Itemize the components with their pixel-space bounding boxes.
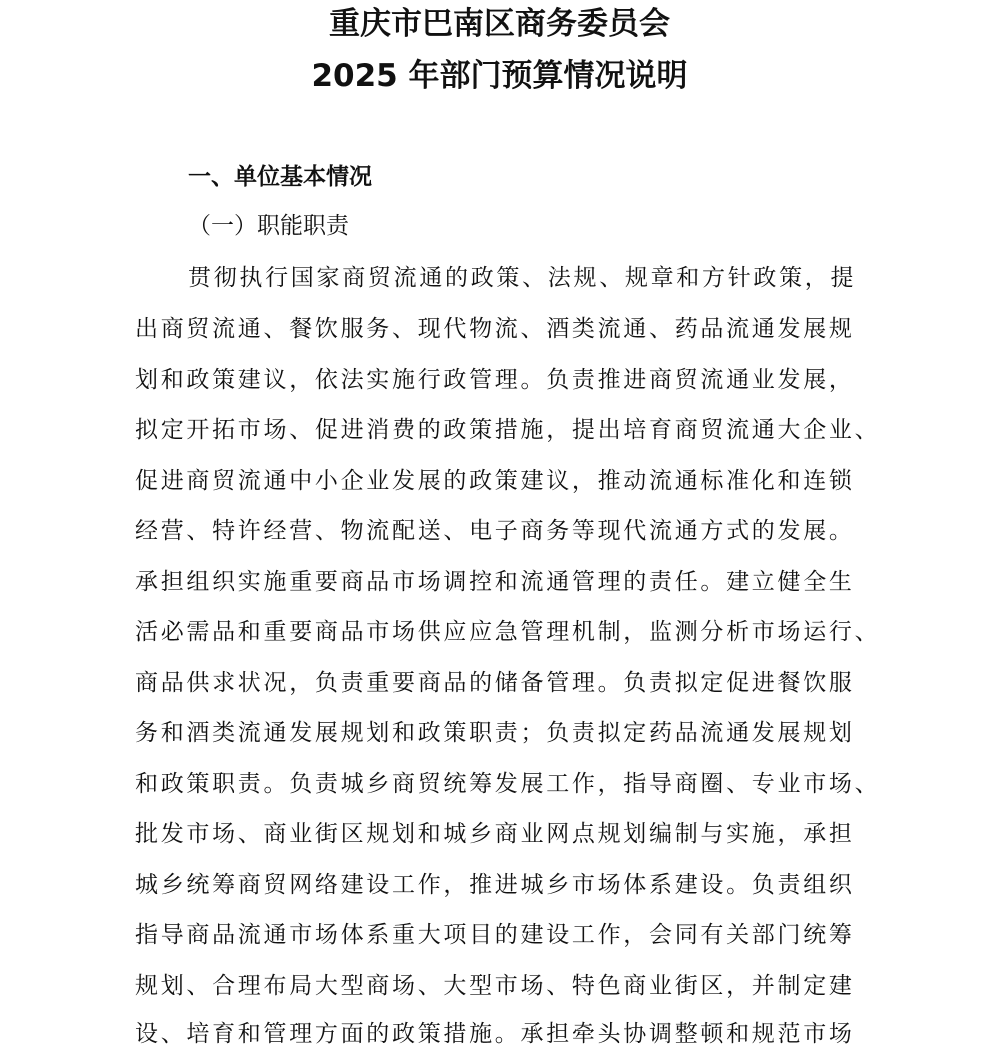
body-text-line-5: 促进商贸流通中小企业发展的政策建议，推动流通标准化和连锁 (135, 468, 855, 494)
body-text-line-15: 规划、合理布局大型商场、大型市场、特色商业街区，并制定建 (135, 973, 855, 999)
body-text-line-4: 拟定开拓市场、促进消费的政策措施，提出培育商贸流通大企业、 (135, 417, 881, 443)
body-text-line-14: 指导商品流通市场体系重大项目的建设工作，会同有关部门统筹 (135, 922, 855, 948)
body-text-line-10: 务和酒类流通发展规划和政策职责；负责拟定药品流通发展规划 (135, 720, 855, 746)
body-text-line-6: 经营、特许经营、物流配送、电子商务等现代流通方式的发展。 (135, 518, 855, 544)
body-text-line-13: 城乡统筹商贸网络建设工作，推进城乡市场体系建设。负责组织 (135, 872, 855, 898)
body-text-line-11: 和政策职责。负责城乡商贸统筹发展工作，指导商圈、专业市场、 (135, 771, 881, 797)
body-text-line-2: 出商贸流通、餐饮服务、现代物流、酒类流通、药品流通发展规 (135, 316, 855, 342)
document-title-line-2: 2025 年部门预算情况说明 (311, 58, 688, 94)
body-text-line-3: 划和政策建议，依法实施行政管理。负责推进商贸流通业发展， (135, 367, 855, 393)
body-text-line-16: 设、培育和管理方面的政策措施。承担牵头协调整顿和规范市场 (135, 1021, 855, 1047)
body-text-line-8: 活必需品和重要商品市场供应应急管理机制，监测分析市场运行、 (135, 619, 881, 645)
section-heading-unit-basic-info: 一、单位基本情况 (188, 164, 372, 190)
subsection-heading-functions: （一）职能职责 (188, 213, 349, 239)
body-text-line-9: 商品供求状况，负责重要商品的储备管理。负责拟定促进餐饮服 (135, 670, 855, 696)
body-text-line-1: 贯彻执行国家商贸流通的政策、法规、规章和方针政策，提 (188, 265, 857, 291)
document-title-line-1: 重庆市巴南区商务委员会 (329, 6, 670, 42)
body-text-line-7: 承担组织实施重要商品市场调控和流通管理的责任。建立健全生 (135, 569, 855, 595)
body-text-line-12: 批发市场、商业街区规划和城乡商业网点规划编制与实施，承担 (135, 821, 855, 847)
